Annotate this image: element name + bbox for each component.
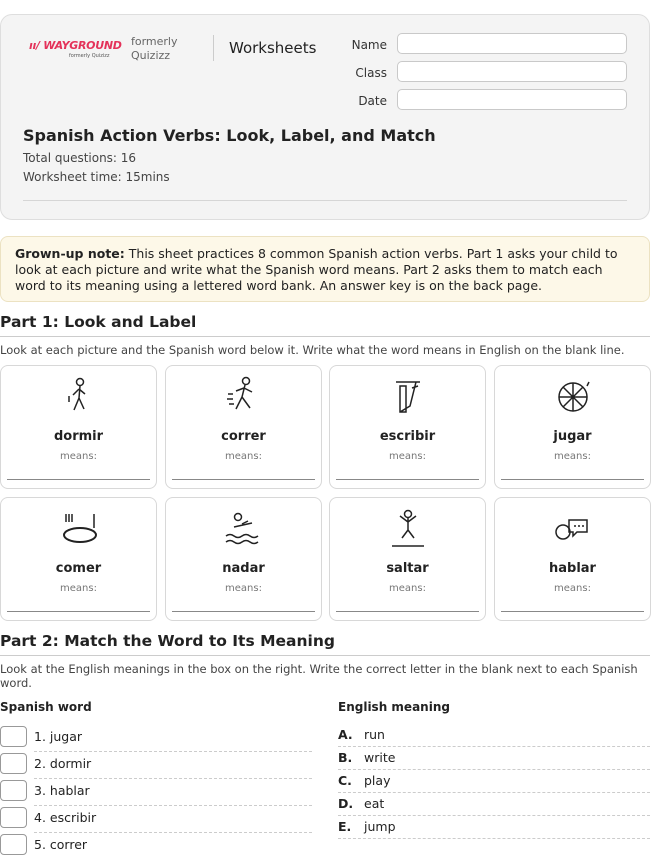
- card-word: correr: [221, 429, 266, 444]
- logo-subtext: formerly Quizizz: [69, 53, 110, 59]
- class-field[interactable]: [397, 61, 627, 82]
- row-divider: [34, 832, 312, 833]
- class-label: Class: [355, 66, 387, 80]
- name-label: Name: [351, 38, 387, 52]
- grown-up-note: [0, 236, 650, 302]
- date-label: Date: [358, 94, 387, 108]
- answer-line[interactable]: [7, 479, 150, 480]
- row-divider: [338, 815, 650, 816]
- answer-letter-box[interactable]: [0, 807, 27, 828]
- part2-title: Part 2: Match the Word to Its Meaning: [0, 632, 335, 650]
- picture-card: [329, 497, 486, 621]
- walking-person-icon: [59, 376, 99, 416]
- english-meaning-heading: English meaning: [338, 700, 450, 714]
- card-means: means:: [554, 583, 591, 594]
- total-questions: Total questions: 16: [23, 151, 137, 165]
- spanish-word: 1. jugar: [34, 729, 83, 744]
- part2-rule: [0, 655, 650, 656]
- logo-wordmark: ıı/ WAYGROUND: [29, 39, 122, 52]
- picture-card: [0, 497, 157, 621]
- answer-letter-box[interactable]: [0, 753, 27, 774]
- part1-title: Part 1: Look and Label: [0, 313, 197, 331]
- card-word: dormir: [53, 429, 104, 444]
- row-divider: [34, 805, 312, 806]
- card-word: jugar: [553, 429, 592, 444]
- spanish-word-heading: Spanish word: [0, 700, 92, 714]
- swimmer-icon: [224, 508, 264, 548]
- match-row: [0, 807, 312, 834]
- picture-card: [165, 365, 322, 489]
- card-word: nadar: [222, 561, 265, 576]
- meaning-row: [338, 819, 650, 842]
- meaning-letter: E.: [338, 819, 352, 834]
- card-word: saltar: [386, 561, 429, 576]
- card-means: means:: [60, 583, 97, 594]
- meaning-letter: B.: [338, 750, 353, 765]
- answer-line[interactable]: [501, 611, 644, 612]
- part1-rule: [0, 336, 650, 337]
- row-divider: [338, 746, 650, 747]
- card-word: comer: [55, 561, 102, 576]
- match-row: [0, 753, 312, 780]
- header-rule: [23, 200, 627, 201]
- match-row: [0, 726, 312, 753]
- meaning-text: write: [364, 750, 396, 765]
- meaning-row: [338, 750, 650, 773]
- answer-line[interactable]: [7, 611, 150, 612]
- formerly-quizizz-text: formerly Quizizz: [131, 35, 178, 62]
- match-row: [0, 834, 312, 852]
- worksheets-label: Worksheets: [229, 39, 317, 57]
- header-divider: [213, 35, 214, 61]
- spanish-word: 4. escribir: [34, 810, 97, 825]
- answer-line[interactable]: [336, 479, 479, 480]
- meaning-text: jump: [364, 819, 396, 834]
- answer-line[interactable]: [172, 479, 315, 480]
- note-text: This sheet practices 8 common Spanish action verbs. Part 1 asks your child to look at each picture and write what the Spanish word means. Part 2 asks them to match each word to its meaning using a lettered word bank. An answer key is on the back page.: [15, 246, 618, 293]
- card-means: means:: [554, 451, 591, 462]
- card-word: hablar: [549, 561, 596, 576]
- date-field[interactable]: [397, 89, 627, 110]
- picture-card: [0, 365, 157, 489]
- ball-icon: [553, 376, 593, 416]
- pencil-writing-icon: [388, 376, 428, 416]
- answer-line[interactable]: [501, 479, 644, 480]
- name-field[interactable]: [397, 33, 627, 54]
- row-divider: [338, 769, 650, 770]
- row-divider: [338, 838, 650, 839]
- answer-line[interactable]: [336, 611, 479, 612]
- meaning-row: [338, 796, 650, 819]
- spanish-word: 5. correr: [34, 837, 88, 852]
- part2-instructions: Look at the English meanings in the box on the right. Write the correct letter in the blank next to each Spanish word.: [0, 662, 638, 690]
- worksheet-title: Spanish Action Verbs: Look, Label, and Match: [23, 126, 436, 145]
- meaning-text: run: [364, 727, 385, 742]
- row-divider: [34, 751, 312, 752]
- card-means: means:: [225, 583, 262, 594]
- card-means: means:: [60, 451, 97, 462]
- meaning-row: [338, 727, 650, 750]
- plate-fork-icon: [59, 508, 99, 548]
- picture-card: [165, 497, 322, 621]
- running-person-icon: [224, 376, 264, 416]
- card-means: means:: [389, 451, 426, 462]
- row-divider: [34, 778, 312, 779]
- wayground-logo: [29, 37, 122, 61]
- worksheet-time: Worksheet time: 15mins: [23, 170, 170, 184]
- picture-card: [494, 497, 651, 621]
- answer-letter-box[interactable]: [0, 834, 27, 855]
- meaning-letter: C.: [338, 773, 352, 788]
- meaning-text: eat: [364, 796, 385, 811]
- meaning-row: [338, 773, 650, 796]
- picture-card: [494, 365, 651, 489]
- answer-letter-box[interactable]: [0, 726, 27, 747]
- speech-bubble-icon: [553, 508, 593, 548]
- card-means: means:: [225, 451, 262, 462]
- card-word: escribir: [379, 429, 436, 444]
- answer-letter-box[interactable]: [0, 780, 27, 801]
- part1-instructions: Look at each picture and the Spanish word below it. Write what the word means in English on the blank line.: [0, 343, 625, 357]
- meaning-letter: D.: [338, 796, 354, 811]
- match-row: [0, 780, 312, 807]
- spanish-word: 2. dormir: [34, 756, 92, 771]
- picture-card: [329, 365, 486, 489]
- jumping-person-icon: [388, 508, 428, 548]
- row-divider: [338, 792, 650, 793]
- meaning-text: play: [364, 773, 391, 788]
- note-label: Grown-up note:: [15, 246, 125, 261]
- answer-line[interactable]: [172, 611, 315, 612]
- card-means: means:: [389, 583, 426, 594]
- meaning-letter: A.: [338, 727, 353, 742]
- spanish-word: 3. hablar: [34, 783, 90, 798]
